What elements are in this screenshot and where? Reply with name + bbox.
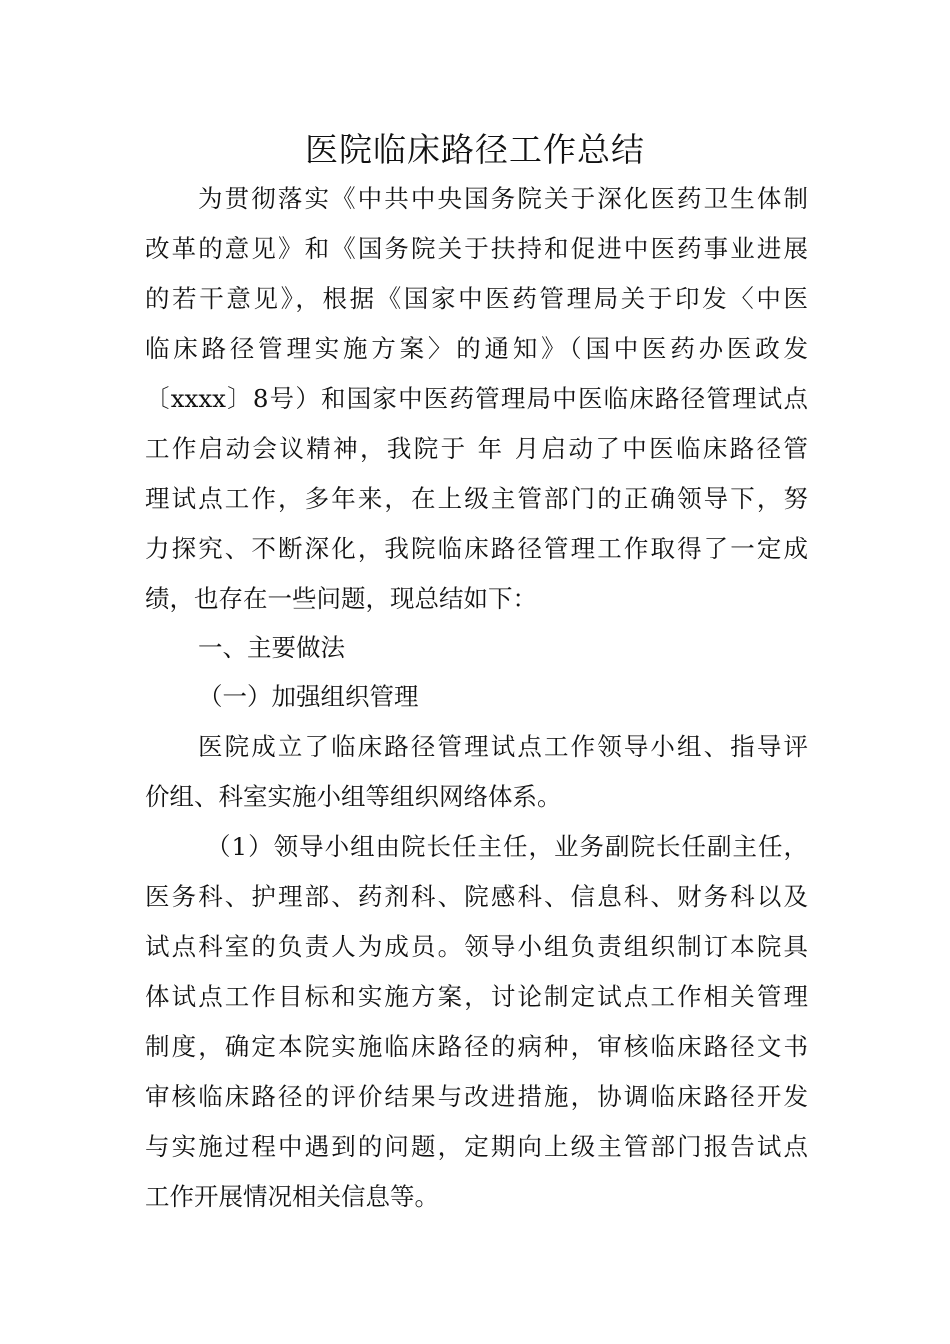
paragraph-line: 的若干意见》，根据《国家中医药管理局关于印发〈中医 (145, 284, 808, 313)
paragraph-line: 绩，也存在一些问题，现总结如下： (145, 584, 537, 613)
paragraph-line: 医务科、护理部、药剂科、院感科、信息科、财务科以及 (145, 882, 808, 911)
paragraph-line: 与实施过程中遇到的问题，定期向上级主管部门报告试点 (145, 1132, 808, 1161)
paragraph-line: 审核临床路径的评价结果与改进措施，协调临床路径开发 (145, 1082, 808, 1111)
paragraph-line: 制度，确定本院实施临床路径的病种，审核临床路径文书 (145, 1032, 808, 1061)
section-heading: 一、主要做法 (198, 633, 345, 662)
paragraph-line: 〔xxxx〕8号）和国家中医药管理局中医临床路径管理试点 (145, 384, 808, 413)
paragraph-line: 价组、科室实施小组等组织网络体系。 (145, 782, 562, 811)
paragraph-line: 理试点工作，多年来，在上级主管部门的正确领导下，努 (145, 484, 808, 513)
paragraph-line: 工作开展情况相关信息等。 (145, 1182, 439, 1211)
paragraph-line: 试点科室的负责人为成员。领导小组负责组织制订本院具 (145, 932, 808, 961)
paragraph-line: 改革的意见》和《国务院关于扶持和促进中医药事业进展 (145, 234, 808, 263)
paragraph-line: 工作启动会议精神，我院于 年 月启动了中医临床路径管 (145, 434, 808, 463)
document-title: 医院临床路径工作总结 (305, 130, 645, 169)
paragraph-line: 医院成立了临床路径管理试点工作领导小组、指导评 (198, 732, 808, 761)
paragraph-line: 为贯彻落实《中共中央国务院关于深化医药卫生体制 (198, 184, 808, 213)
paragraph-line: 临床路径管理实施方案〉的通知》（国中医药办医政发 (145, 334, 808, 363)
paragraph-line: 力探究、不断深化，我院临床路径管理工作取得了一定成 (145, 534, 808, 563)
paragraph-line: （1）领导小组由院长任主任，业务副院长任副主任， (206, 832, 808, 861)
subsection-heading: （一）加强组织管理 (198, 682, 419, 711)
paragraph-line: 体试点工作目标和实施方案，讨论制定试点工作相关管理 (145, 982, 808, 1011)
